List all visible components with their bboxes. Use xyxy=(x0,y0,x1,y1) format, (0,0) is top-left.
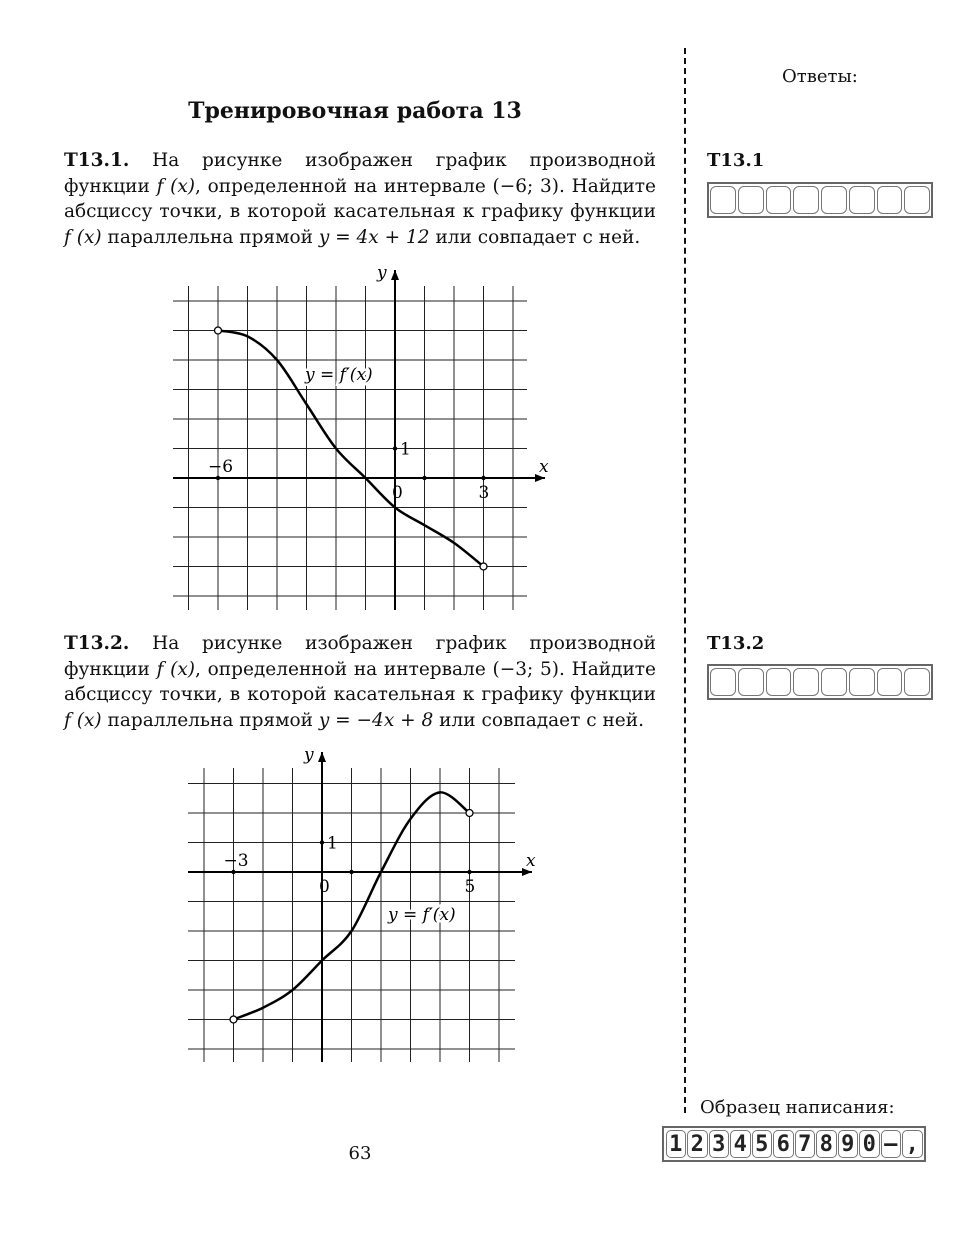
page-title: Тренировочная работа 13 xyxy=(188,98,522,124)
task-2-part-3: f (x) xyxy=(64,709,102,731)
y-tick xyxy=(393,446,397,450)
answers-header: Ответы: xyxy=(782,66,858,87)
answer-cell[interactable] xyxy=(710,186,736,214)
sample-digit: 5 xyxy=(752,1130,773,1158)
task-2-part-2: , определенной на интервале (−3; 5). Найдите абсциссу точки, в которой касательная к графику функции xyxy=(64,658,656,705)
sample-digit: – xyxy=(881,1130,902,1158)
column-divider xyxy=(684,48,686,1113)
curve-label: y = f′(x) xyxy=(388,905,456,925)
answer-cell[interactable] xyxy=(766,668,792,696)
tick-label-x-right: 5 xyxy=(464,877,476,897)
answer-cell[interactable] xyxy=(793,186,819,214)
sample-digit: 3 xyxy=(709,1130,730,1158)
y-tick xyxy=(320,840,324,844)
tick-label-x-left: −6 xyxy=(208,457,234,477)
x-axis-label: x xyxy=(539,457,549,477)
page-number: 63 xyxy=(348,1143,372,1164)
sample-digit: 2 xyxy=(687,1130,708,1158)
answer-cell[interactable] xyxy=(877,186,903,214)
tick-label-origin: 0 xyxy=(319,877,330,897)
curve-label: y = f′(x) xyxy=(305,365,373,385)
answer-label-1: T13.1 xyxy=(707,150,765,171)
sample-digit: 9 xyxy=(838,1130,859,1158)
answer-cell[interactable] xyxy=(766,186,792,214)
task-1-part-4: параллельна прямой xyxy=(101,226,319,248)
y-axis-arrow xyxy=(391,270,399,280)
answer-cell[interactable] xyxy=(821,186,847,214)
answer-cell[interactable] xyxy=(738,668,764,696)
task-1-part-1: f (x) xyxy=(156,175,196,197)
tick-label-x-left: −3 xyxy=(223,851,249,871)
y-axis-arrow xyxy=(318,752,326,762)
sample-digit: 1 xyxy=(666,1130,687,1158)
open-endpoint xyxy=(480,563,487,570)
sample-digits xyxy=(662,1126,926,1162)
task-2-id: T13.2 xyxy=(64,633,123,654)
x-tick xyxy=(481,476,485,480)
task-1-id: T13.1 xyxy=(64,150,123,171)
sample-digit: 7 xyxy=(795,1130,816,1158)
open-endpoint xyxy=(466,810,473,817)
sample-label: Образец написания: xyxy=(700,1097,895,1118)
answer-cell[interactable] xyxy=(849,668,875,696)
answer-cell[interactable] xyxy=(877,668,903,696)
chart-2 xyxy=(170,740,545,1070)
y-axis-label: y xyxy=(304,745,314,765)
tick-label-origin: 0 xyxy=(392,483,403,503)
task-1-part-2: , определенной на интервале (−6; 3). Найдите абсциссу точки, в которой касательная к графику функции xyxy=(64,175,656,222)
sample-digit: 6 xyxy=(773,1130,794,1158)
x-tick xyxy=(467,870,471,874)
y-axis-label: y xyxy=(377,263,387,283)
tick-label-x-right: 3 xyxy=(478,483,490,503)
open-endpoint xyxy=(230,1016,237,1023)
x-axis-label: x xyxy=(526,851,536,871)
sample-digit: 8 xyxy=(816,1130,837,1158)
answer-cell[interactable] xyxy=(821,668,847,696)
task-2-part-0: На рисунке изображен график производной функции xyxy=(64,633,656,680)
tick-label-y-one: 1 xyxy=(327,833,338,854)
chart-1 xyxy=(165,258,555,618)
answer-cell[interactable] xyxy=(904,186,930,214)
task-2-part-5: y = −4x + 8 xyxy=(318,709,434,731)
sample-digit: 4 xyxy=(730,1130,751,1158)
task-2-part-4: параллельна прямой xyxy=(101,709,319,731)
task-1-text: T13.1. На рисунке изображен график производной функции f (x), определенной на интервале (−6; 3). Найдите абсциссу точки, в которой касательная к графику функции f (x) параллельна прямой y = 4x + 12 или совпадает с ней. xyxy=(64,150,656,248)
task-2-part-6: или совпадает с ней. xyxy=(433,709,644,731)
task-1-part-6: или совпадает с ней. xyxy=(429,226,641,248)
answer-boxes-1[interactable] xyxy=(707,182,933,218)
x-tick xyxy=(349,870,353,874)
answer-boxes-2[interactable] xyxy=(707,664,933,700)
task-1-part-3: f (x) xyxy=(64,226,102,248)
sample-digit: 0 xyxy=(859,1130,880,1158)
sample-digit: , xyxy=(902,1130,923,1158)
task-1-part-0: На рисунке изображен график производной функции xyxy=(64,150,656,197)
answer-cell[interactable] xyxy=(904,668,930,696)
answer-cell[interactable] xyxy=(738,186,764,214)
answer-label-2: T13.2 xyxy=(707,633,765,654)
answer-cell[interactable] xyxy=(710,668,736,696)
answer-cell[interactable] xyxy=(849,186,875,214)
answer-cell[interactable] xyxy=(793,668,819,696)
tick-label-y-one: 1 xyxy=(400,439,411,460)
x-tick xyxy=(422,476,426,480)
open-endpoint xyxy=(215,327,222,334)
task-2-text: T13.2. На рисунке изображен график производной функции f (x), определенной на интервале (−3; 5). Найдите абсциссу точки, в которой касательная к графику функции f (x) параллельна прямой y = −4x + 8 или совпадает с ней. xyxy=(64,633,656,731)
task-1-part-5: y = 4x + 12 xyxy=(318,226,430,248)
task-2-part-1: f (x) xyxy=(156,658,196,680)
